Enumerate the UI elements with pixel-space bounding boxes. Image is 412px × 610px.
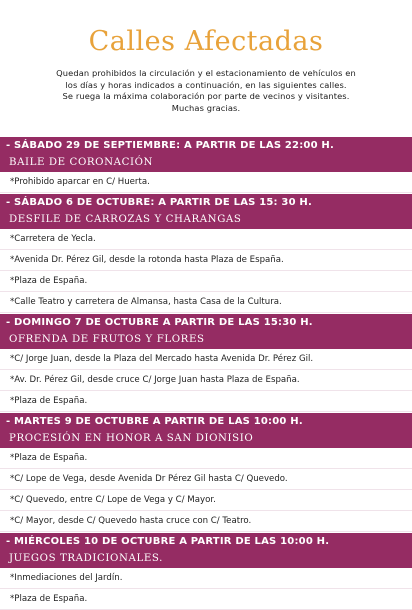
street-item: *C/ Lope de Vega, desde Avenida Dr Pérez Gil hasta C/ Quevedo. <box>0 469 412 490</box>
street-item: *Plaza de España. <box>0 589 412 610</box>
section-event: OFRENDA DE FRUTOS Y FLORES <box>9 334 205 345</box>
section-date: - DOMINGO 7 DE OCTUBRE A PARTIR DE LAS 15:30 H. <box>6 317 313 328</box>
section-event: BAILE DE CORONACIÓN <box>9 157 154 168</box>
street-item: *Av. Dr. Pérez Gil, desde cruce C/ Jorge Juan hasta Plaza de España. <box>0 370 412 391</box>
section-event: JUEGOS TRADICIONALES. <box>9 553 163 564</box>
section-procession <box>0 412 412 532</box>
street-item: *C/ Quevedo, entre C/ Lope de Vega y C/ Mayor. <box>0 490 412 511</box>
section-date: - MIÉRCOLES 10 DE OCTUBRE A PARTIR DE LAS 10:00 H. <box>6 536 330 547</box>
intro-line: Se ruega la máxima colaboración por parte de vecinos y visitantes. <box>62 91 350 101</box>
section-date: - MARTES 9 DE OCTUBRE A PARTIR DE LAS 10:00 H. <box>6 416 303 427</box>
section-date: - SÁBADO 29 DE SEPTIEMBRE: A PARTIR DE LAS 22:00 H. <box>6 140 334 151</box>
section-parade <box>0 193 412 313</box>
section-games <box>0 532 412 610</box>
street-item: *Plaza de España. <box>0 391 412 412</box>
section-coronation <box>0 136 412 193</box>
street-item: *Plaza de España. <box>0 448 412 469</box>
section-header <box>0 136 412 172</box>
section-date: - SÁBADO 6 DE OCTUBRE: A PARTIR DE LAS 15: 30 H. <box>6 197 313 208</box>
street-item: *C/ Mayor, desde C/ Quevedo hasta cruce con C/ Teatro. <box>0 511 412 532</box>
section-header <box>0 313 412 349</box>
sections-list <box>0 136 412 610</box>
street-item: *Plaza de España. <box>0 271 412 292</box>
section-header <box>0 412 412 448</box>
intro-line: Muchas gracias. <box>171 102 241 113</box>
section-header <box>0 532 412 568</box>
intro-text <box>10 68 402 126</box>
page-title: Calles Afectadas <box>88 26 324 57</box>
street-item: *C/ Jorge Juan, desde la Plaza del Mercado hasta Avenida Dr. Pérez Gil. <box>0 349 412 370</box>
section-event: PROCESIÓN EN HONOR A SAN DIONISIO <box>9 433 254 444</box>
intro-line: Quedan prohibidos la circulación y el estacionamiento de vehículos en <box>56 68 356 78</box>
section-header <box>0 193 412 229</box>
section-offering <box>0 313 412 412</box>
intro-line: los días y horas indicados a continuación, en las siguientes calles. <box>65 79 347 90</box>
street-item: *Prohibido aparcar en C/ Huerta. <box>0 172 412 193</box>
street-item: *Avenida Dr. Pérez Gil, desde la rotonda hasta Plaza de España. <box>0 250 412 271</box>
street-item: *Calle Teatro y carretera de Almansa, hasta Casa de la Cultura. <box>0 292 412 313</box>
section-event: DESFILE DE CARROZAS Y CHARANGAS <box>9 214 242 225</box>
street-item: *Carretera de Yecla. <box>0 229 412 250</box>
street-item: *Inmediaciones del Jardín. <box>0 568 412 589</box>
